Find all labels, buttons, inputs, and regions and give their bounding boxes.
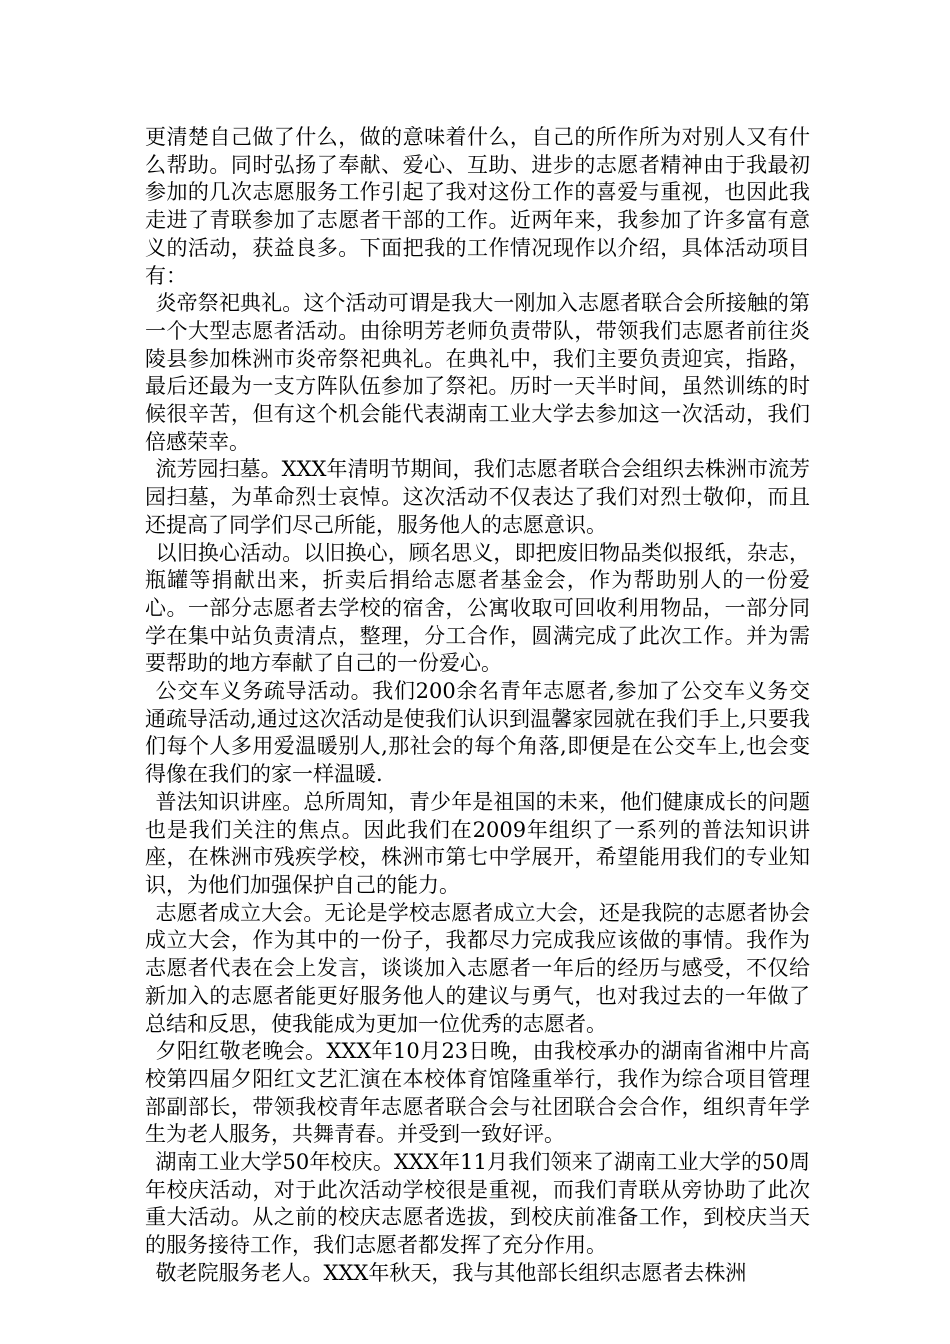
paragraph-sunset-gala: 夕阳红敬老晚会。XXX年10月23日晚，由我校承办的湖南省湘中片高校第四届夕阳红文艺汇演在本校体育馆隆重举行，我作为综合项目管理部副部长，带领我校青年志愿者联合会与社团联合会合作，组织青年学生为老人服务，共舞青春。并受到一致好评。 xyxy=(145,1039,810,1147)
paragraph-anniversary: 湖南工业大学50年校庆。XXX年11月我们领来了湖南工业大学的50周年校庆活动，对于此次活动学校很是重视，而我们青联从旁协助了此次重大活动。从之前的校庆志愿者选拔，到校庆前准备工作，到校庆当天的服务接待工作，我们志愿者都发挥了充分作用。 xyxy=(145,1150,810,1258)
paragraph-bus-guidance: 公交车义务疏导活动。我们200余名青年志愿者,参加了公交车义务交通疏导活动,通过这次活动是使我们认识到温馨家园就在我们手上,只要我们每个人多用爱温暖别人,那社会的每个角落,即便是在公交车上,也会变得像在我们的家一样温暖. xyxy=(145,679,810,787)
paragraph-law-lecture: 普法知识讲座。总所周知，青少年是祖国的未来，他们健康成长的问题也是我们关注的焦点。因此我们在2009年组织了一系列的普法知识讲座，在株洲市残疾学校，株洲市第七中学展开，希望能用我们的专业知识，为他们加强保护自己的能力。 xyxy=(145,789,810,897)
paragraph-yandi-ceremony: 炎帝祭祀典礼。这个活动可谓是我大一刚加入志愿者联合会所接触的第一个大型志愿者活动。由徐明芳老师负责带队，带领我们志愿者前往炎陵县参加株洲市炎帝祭祀典礼。在典礼中，我们主要负责迎宾，指路，最后还最为一支方阵队伍参加了祭祀。历时一天半时间，虽然训练的时候很辛苦，但有这个机会能代表湖南工业大学去参加这一次活动，我们倍感荣幸。 xyxy=(145,291,810,454)
paragraph-intro: 更清楚自己做了什么，做的意味着什么，自己的所作所为对别人又有什么帮助。同时弘扬了奉献、爱心、互助、进步的志愿者精神由于我最初参加的几次志愿服务工作引起了我对这份工作的喜爱与重视，也因此我走进了青联参加了志愿者干部的工作。近两年来，我参加了许多富有意义的活动，获益良多。下面把我的工作情况现作以介绍，具体活动项目有： xyxy=(145,125,810,288)
paragraph-nursing-home: 敬老院服务老人。XXX年秋天，我与其他部长组织志愿者去株洲 xyxy=(155,1260,747,1285)
paragraph-volunteer-founding: 志愿者成立大会。无论是学校志愿者成立大会，还是我院的志愿者协会成立大会，作为其中的一份子，我都尽力完成我应该做的事情。我作为志愿者代表在会上发言，谈谈加入志愿者一年后的经历与感受，不仅给新加入的志愿者能更好服务他人的建议与勇气，也对我过去的一年做了总结和反思，使我能成为更加一位优秀的志愿者。 xyxy=(145,900,810,1036)
paragraph-liufangyuan-tomb-sweeping: 流芳园扫墓。XXX年清明节期间，我们志愿者联合会组织去株洲市流芳园扫墓，为革命烈士哀悼。这次活动不仅表达了我们对烈士敬仰，而且还提高了同学们尽己所能，服务他人的志愿意识。 xyxy=(145,457,810,537)
document-body xyxy=(145,124,810,1288)
paragraph-recycling-activity: 以旧换心活动。以旧换心，顾名思义，即把废旧物品类似报纸，杂志，瓶罐等捐献出来，折卖后捐给志愿者基金会，作为帮助别人的一份爱心。一部分志愿者去学校的宿舍，公寓收取可回收利用物品，一部分同学在集中站负责清点，整理，分工合作，圆满完成了此次工作。并为需要帮助的地方奉献了自己的一份爱心。 xyxy=(145,540,810,676)
